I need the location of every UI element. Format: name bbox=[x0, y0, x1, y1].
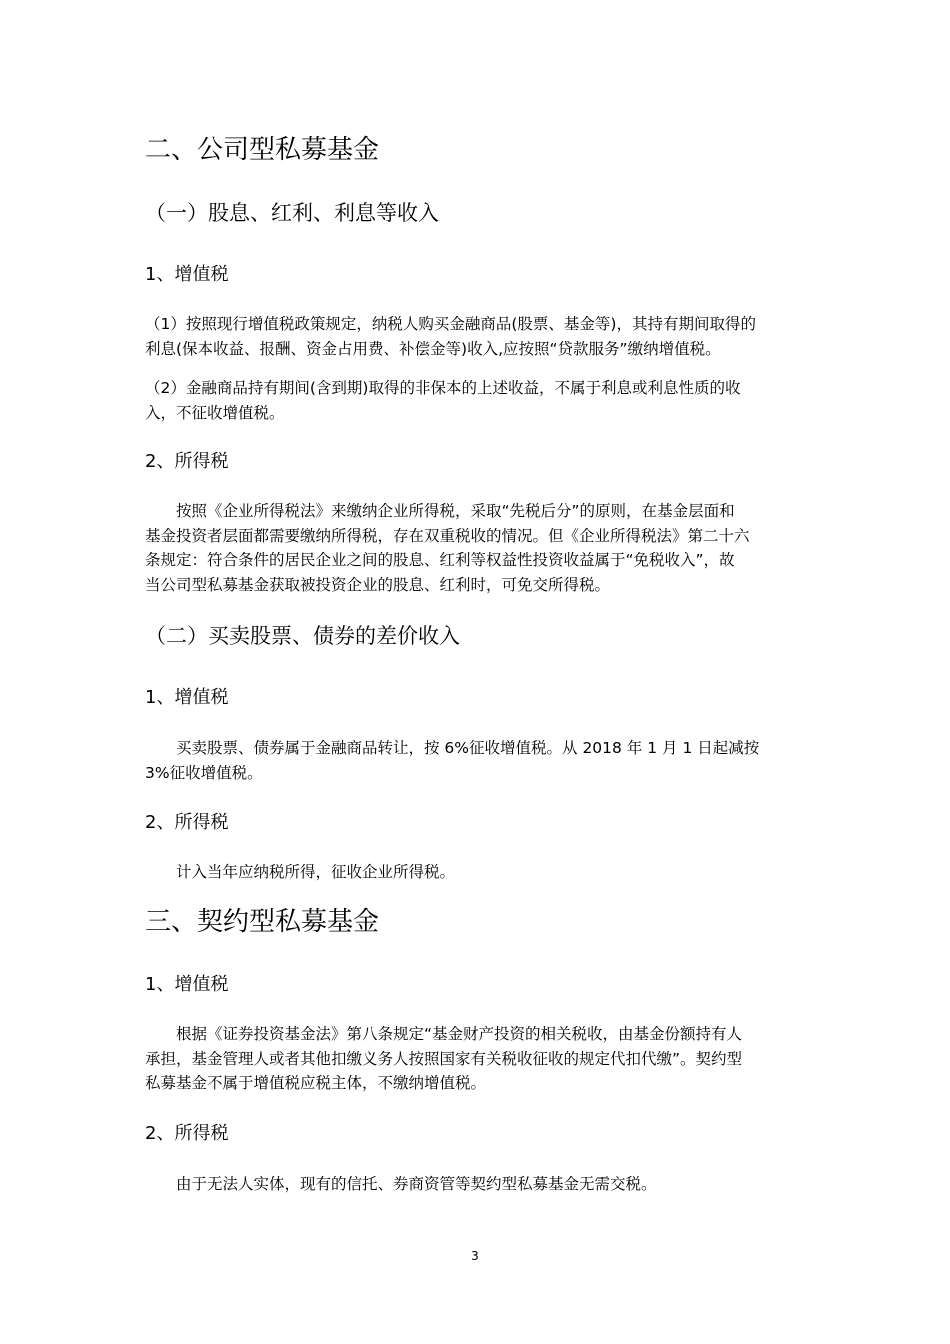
text-line: 条规定：符合条件的居民企业之间的股息、红利等权益性投资收益属于“免税收入”，故 bbox=[145, 551, 735, 569]
heading-income-tax-2: 2、所得税 bbox=[145, 812, 229, 833]
subsection-heading-dividends: （一）股息、红利、利息等收入 bbox=[145, 201, 439, 225]
paragraph-vat-interest bbox=[145, 312, 810, 361]
paragraph-vat-contract bbox=[145, 1022, 810, 1096]
heading-vat-1: 1、增值税 bbox=[145, 264, 229, 285]
subsection-heading-trading-gains: （二）买卖股票、债券的差价收入 bbox=[145, 624, 460, 648]
paragraph-income-tax-trading bbox=[145, 860, 810, 885]
text-line: 基金投资者层面都需要缴纳所得税，存在双重税收的情况。但《企业所得税法》第二十六 bbox=[145, 526, 750, 545]
heading-income-tax-1: 2、所得税 bbox=[145, 451, 229, 472]
paragraph-income-tax-dividends bbox=[145, 499, 810, 597]
text-line: 买卖股票、债券属于金融商品转让，按 6%征收增值税。从 2018 年 1 月 1 日起减按 bbox=[145, 739, 760, 757]
text-line: 入，不征收增值税。 bbox=[145, 403, 285, 422]
text-line: 承担，基金管理人或者其他扣缴义务人按照国家有关税收征收的规定代扣代缴”。契约型 bbox=[145, 1049, 743, 1068]
heading-vat-2: 1、增值税 bbox=[145, 687, 229, 708]
text-line: 利息(保本收益、报酬、资金占用费、补偿金等)收入,应按照“贷款服务”缴纳增值税。 bbox=[145, 339, 721, 358]
section-heading-company-fund: 二、公司型私募基金 bbox=[145, 135, 380, 165]
text-line: 计入当年应纳税所得，征收企业所得税。 bbox=[145, 863, 456, 881]
paragraph-vat-nonguaranteed bbox=[145, 376, 810, 425]
paragraph-income-tax-contract bbox=[145, 1172, 810, 1197]
section-heading-contract-fund: 三、契约型私募基金 bbox=[145, 907, 380, 937]
text-line: （2）金融商品持有期间(含到期)取得的非保本的上述收益，不属于利息或利息性质的收 bbox=[145, 379, 741, 397]
text-line: 私募基金不属于增值税应税主体，不缴纳增值税。 bbox=[145, 1074, 487, 1092]
text-line: 根据《证券投资基金法》第八条规定“基金财产投资的相关税收，由基金份额持有人 bbox=[145, 1025, 743, 1043]
paragraph-vat-trading bbox=[145, 736, 810, 785]
text-line: 按照《企业所得税法》来缴纳企业所得税，采取“先税后分”的原则，在基金层面和 bbox=[145, 502, 735, 520]
text-line: 当公司型私募基金获取被投资企业的股息、红利时，可免交所得税。 bbox=[145, 575, 611, 594]
page-number: 3 bbox=[471, 1249, 479, 1263]
heading-vat-3: 1、增值税 bbox=[145, 974, 229, 995]
heading-income-tax-3: 2、所得税 bbox=[145, 1123, 229, 1144]
text-line: 3%征收增值税。 bbox=[145, 763, 263, 782]
text-line: （1）按照现行增值税政策规定，纳税人购买金融商品(股票、基金等)，其持有期间取得的 bbox=[145, 315, 756, 333]
text-line: 由于无法人实体，现有的信托、券商资管等契约型私募基金无需交税。 bbox=[145, 1175, 657, 1193]
